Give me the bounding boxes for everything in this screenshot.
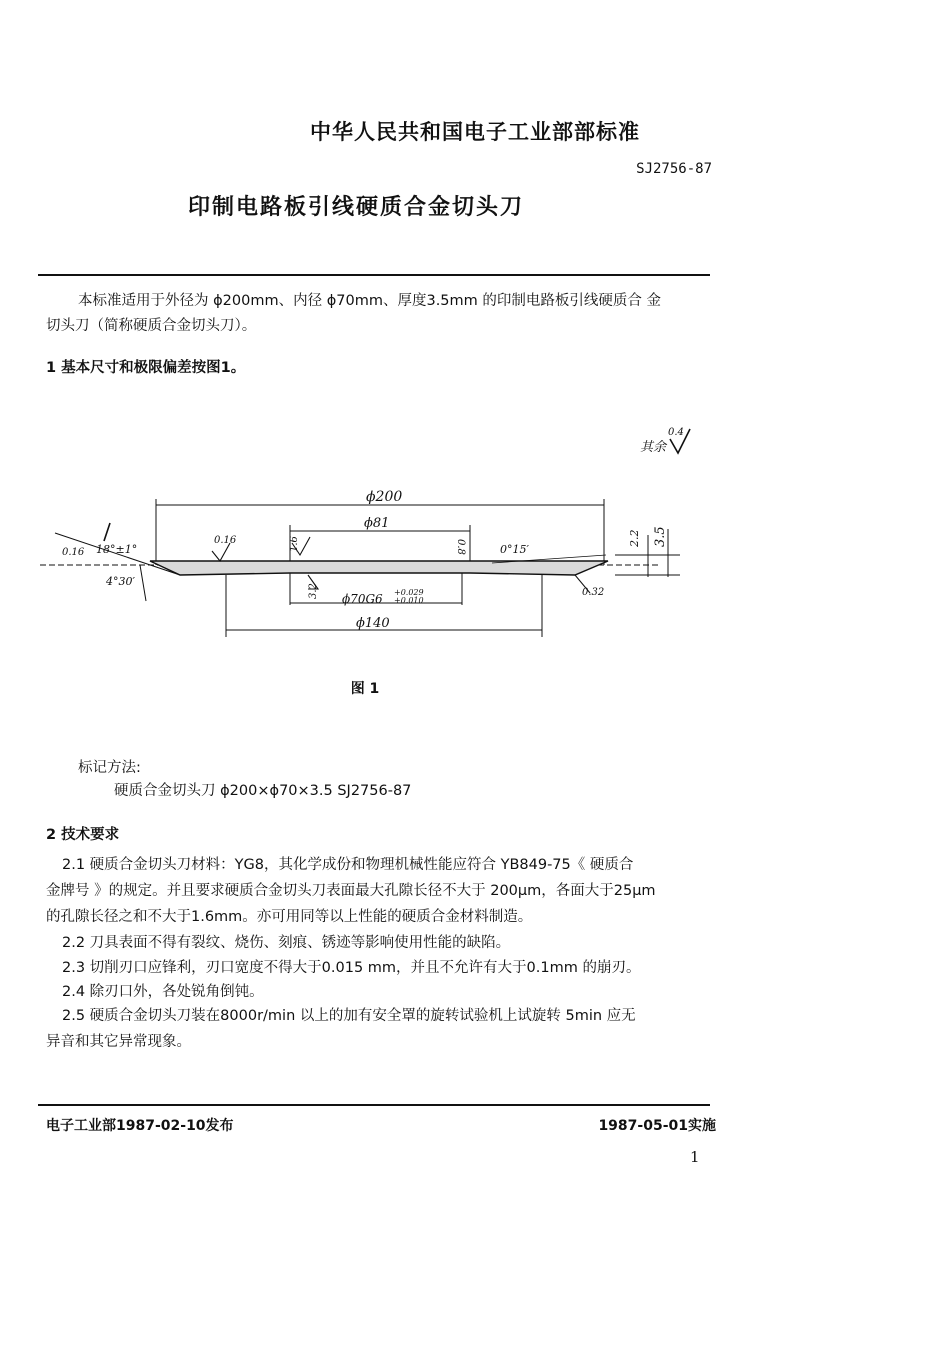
document-title: 印制电路板引线硬质合金切头刀 bbox=[187, 195, 524, 220]
figure-caption: 图 1 bbox=[350, 681, 380, 697]
angle-label-0-15: 0°15′ bbox=[500, 543, 529, 556]
item-2-2: 2.2 刀具表面不得有裂纹、烧伤、刻痕、锈迹等影响使用性能的缺陷。 bbox=[62, 935, 511, 951]
section-1-heading: 1 基本尺寸和极限偏差按图1。 bbox=[46, 360, 246, 376]
figure-1-drawing bbox=[0, 415, 720, 645]
issuing-organization: 中华人民共和国电子工业部部标准 bbox=[310, 120, 640, 144]
item-2-1-line-1: 2.1 硬质合金切头刀材料：YG8，其化学成份和物理机械性能应符合 YB849-75《 硬质合 bbox=[62, 857, 634, 873]
blade-section bbox=[150, 561, 608, 575]
dim-label-35: 3.5 bbox=[653, 526, 668, 547]
item-2-5-line-2: 异音和其它异常现象。 bbox=[46, 1034, 191, 1050]
page-number: 1 bbox=[690, 1148, 700, 1166]
item-2-1-line-2: 金牌号 》的规定。并且要求硬质合金切头刀表面最大孔隙长径不大于 200μm，各面大于25μm bbox=[46, 883, 656, 899]
roughness-note: 其余 bbox=[640, 440, 667, 455]
section-2-heading: 2 技术要求 bbox=[46, 827, 120, 843]
rough-016-left: 0.16 bbox=[62, 547, 85, 558]
effective-date: 1987-05-01实施 bbox=[598, 1118, 716, 1134]
angle-arrow-18 bbox=[104, 523, 110, 541]
dim-label-200: ϕ200 bbox=[366, 489, 403, 505]
item-2-3: 2.3 切削刃口应锋利，刃口宽度不得大于0.015 mm，并且不允许有大于0.1mm 的崩刃。 bbox=[62, 960, 641, 976]
rough-32-left: 3.2 bbox=[308, 583, 319, 599]
rough-032: 0.32 bbox=[582, 587, 605, 598]
item-2-1-line-3: 的孔隙长径之和不大于1.6mm。亦可用同等以上性能的硬质合金材料制造。 bbox=[46, 909, 533, 925]
header-rule bbox=[38, 274, 710, 276]
marking-example: 硬质合金切头刀 ϕ200×ϕ70×3.5 SJ2756-87 bbox=[114, 783, 412, 799]
dim-70-tol-upper: +0.029 bbox=[394, 588, 424, 597]
angle-label-18: 18°±1° bbox=[96, 543, 138, 556]
rough-08: 0.8 bbox=[455, 539, 466, 555]
roughness-note-value: 0.4 bbox=[668, 427, 684, 438]
marking-label: 标记方法: bbox=[78, 760, 141, 776]
standard-code: SJ2756-87 bbox=[636, 161, 712, 177]
intro-line-2: 切头刀（简称硬质合金切头刀）。 bbox=[46, 318, 257, 334]
dim-label-140: ϕ140 bbox=[356, 616, 390, 631]
dim-70-tol-lower: +0.010 bbox=[394, 596, 424, 605]
dim-label-70: ϕ70G6 bbox=[342, 592, 383, 606]
dim-label-81: ϕ81 bbox=[364, 516, 390, 531]
rough-016-top: 0.16 bbox=[214, 535, 237, 546]
rough-16: 1.6 bbox=[289, 536, 300, 552]
item-2-5-line-1: 2.5 硬质合金切头刀装在8000r/min 以上的加有安全罩的旋转试验机上试旋转 5min 应无 bbox=[62, 1008, 636, 1024]
angle-line-4-30 bbox=[140, 565, 146, 601]
issue-date: 电子工业部1987-02-10发布 bbox=[46, 1118, 234, 1134]
footer-rule bbox=[38, 1104, 710, 1106]
angle-label-4-30: 4°30′ bbox=[106, 575, 135, 588]
intro-line-1: 本标准适用于外径为 ϕ200mm、内径 ϕ70mm、厚度3.5mm 的印制电路板引线硬质合 金 bbox=[78, 293, 661, 309]
item-2-4: 2.4 除刃口外，各处锐角倒钝。 bbox=[62, 984, 264, 1000]
dim-label-22: 2.2 bbox=[628, 529, 641, 547]
